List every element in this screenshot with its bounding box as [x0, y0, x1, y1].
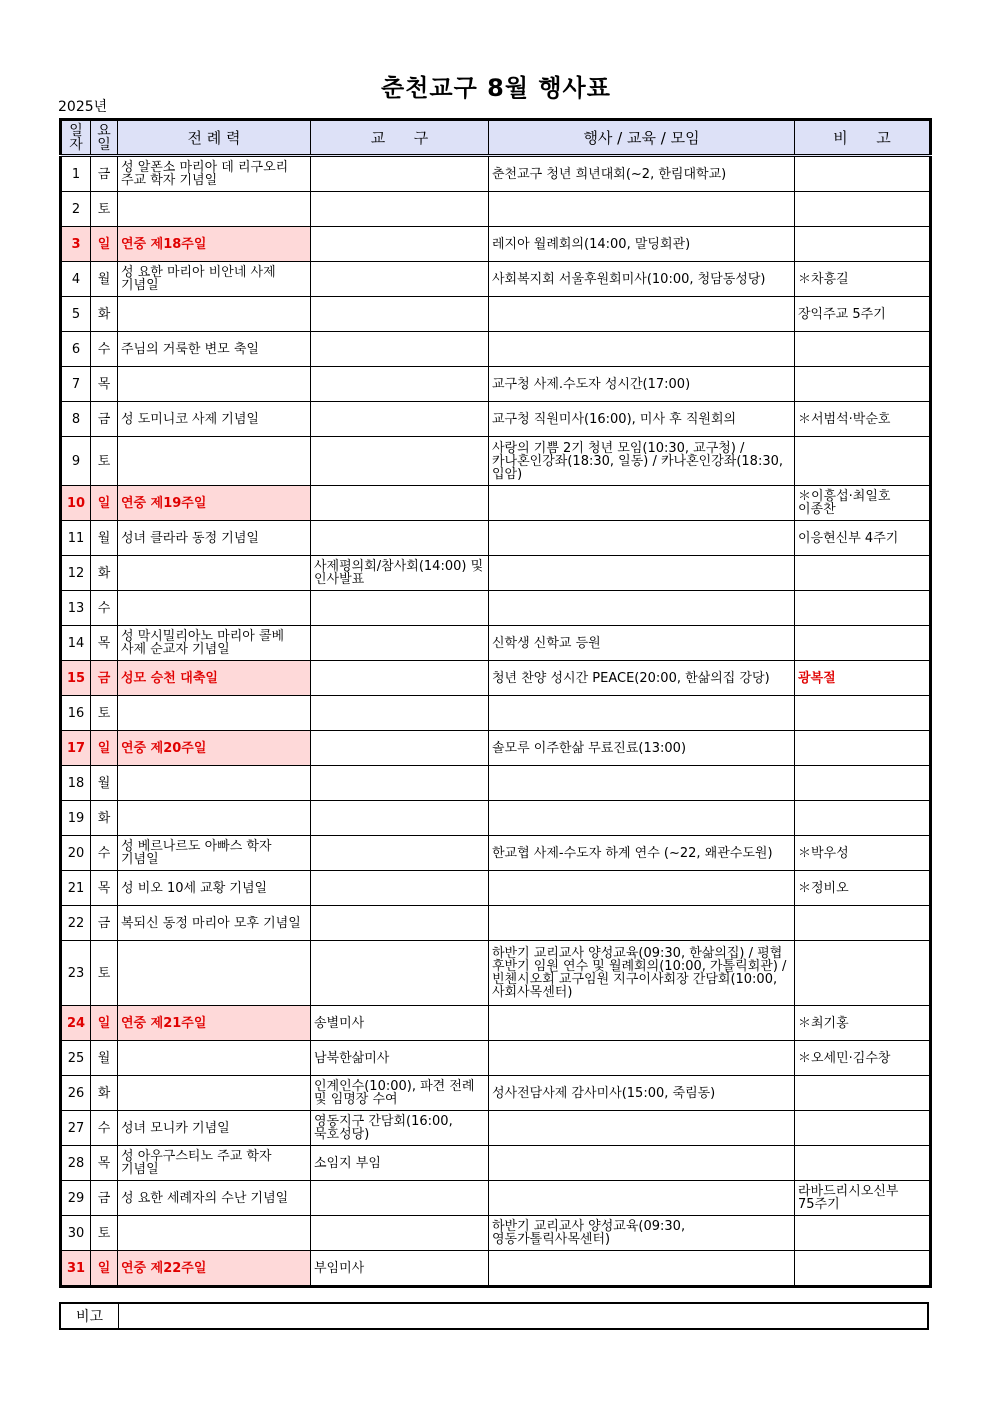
events-cell: 사회복지회 서울후원회미사(10:00, 청담동성당) — [489, 262, 795, 297]
header-events: 행사 / 교육 / 모임 — [489, 120, 795, 156]
notes-cell — [795, 766, 931, 801]
h-dow-text: 요 일 — [97, 122, 111, 153]
remark-label: 비고 — [60, 1303, 119, 1329]
day-cell: 13 — [61, 591, 91, 626]
schedule-row — [61, 1006, 931, 1041]
events-cell — [489, 332, 795, 367]
day-cell: 31 — [61, 1251, 91, 1287]
liturgy-cell: 성 요한 마리아 비안네 사제 기념일 — [118, 262, 311, 297]
diocese-cell — [311, 1181, 489, 1216]
header-day — [61, 120, 91, 156]
diocese-cell — [311, 227, 489, 262]
events-cell — [489, 906, 795, 941]
day-cell: 27 — [61, 1111, 91, 1146]
day-cell: 9 — [61, 437, 91, 486]
notes-cell — [795, 332, 931, 367]
dow-cell: 일 — [91, 731, 118, 766]
liturgy-cell — [118, 556, 311, 591]
diocese-cell — [311, 626, 489, 661]
schedule-row — [61, 1041, 931, 1076]
notes-cell — [795, 156, 931, 192]
liturgy-cell: 주님의 거룩한 변모 축일 — [118, 332, 311, 367]
dow-cell: 일 — [91, 1006, 118, 1041]
events-cell: 하반기 교리교사 양성교육(09:30, 영동가톨릭사목센터) — [489, 1216, 795, 1251]
day-cell: 24 — [61, 1006, 91, 1041]
dow-cell: 금 — [91, 402, 118, 437]
liturgy-cell — [118, 766, 311, 801]
diocese-cell — [311, 437, 489, 486]
liturgy-cell: 성모 승천 대축일 — [118, 661, 311, 696]
notes-cell: ＊최기홍 — [795, 1006, 931, 1041]
schedule-row — [61, 1216, 931, 1251]
notes-cell — [795, 556, 931, 591]
events-cell — [489, 297, 795, 332]
schedule-row — [61, 591, 931, 626]
liturgy-cell: 연중 제22주일 — [118, 1251, 311, 1287]
remark-value — [119, 1303, 929, 1329]
dow-cell: 토 — [91, 1216, 118, 1251]
notes-cell — [795, 941, 931, 1006]
diocese-cell — [311, 192, 489, 227]
notes-cell — [795, 1146, 931, 1181]
schedule-row — [61, 156, 931, 192]
liturgy-cell: 성녀 클라라 동정 기념일 — [118, 521, 311, 556]
notes-cell: ＊서범석·박순호 — [795, 402, 931, 437]
liturgy-cell: 성 베르나르도 아빠스 학자 기념일 — [118, 836, 311, 871]
day-cell: 7 — [61, 367, 91, 402]
day-cell: 15 — [61, 661, 91, 696]
dow-cell: 토 — [91, 696, 118, 731]
day-cell: 2 — [61, 192, 91, 227]
diocese-cell: 영동지구 간담회(16:00, 묵호성당) — [311, 1111, 489, 1146]
liturgy-cell: 성 아우구스티노 주교 학자 기념일 — [118, 1146, 311, 1181]
diocese-cell — [311, 591, 489, 626]
diocese-cell — [311, 836, 489, 871]
day-cell: 16 — [61, 696, 91, 731]
events-cell — [489, 591, 795, 626]
day-cell: 21 — [61, 871, 91, 906]
schedule-row — [61, 1111, 931, 1146]
diocese-cell — [311, 332, 489, 367]
schedule-table — [59, 118, 932, 1288]
notes-cell — [795, 801, 931, 836]
diocese-cell — [311, 262, 489, 297]
liturgy-cell — [118, 1076, 311, 1111]
day-cell: 4 — [61, 262, 91, 297]
schedule-row — [61, 332, 931, 367]
day-cell: 5 — [61, 297, 91, 332]
diocese-cell — [311, 156, 489, 192]
liturgy-cell: 성 도미니코 사제 기념일 — [118, 402, 311, 437]
dow-cell: 월 — [91, 262, 118, 297]
schedule-row — [61, 1251, 931, 1287]
events-cell — [489, 521, 795, 556]
events-cell — [489, 486, 795, 521]
dow-cell: 수 — [91, 836, 118, 871]
dow-cell: 일 — [91, 486, 118, 521]
notes-cell — [795, 1216, 931, 1251]
notes-cell: ＊정비오 — [795, 871, 931, 906]
schedule-row — [61, 1146, 931, 1181]
notes-cell — [795, 1251, 931, 1287]
diocese-cell — [311, 297, 489, 332]
dow-cell: 금 — [91, 156, 118, 192]
diocese-cell: 사제평의회/참사회(14:00) 및 인사발표 — [311, 556, 489, 591]
schedule-row — [61, 696, 931, 731]
schedule-row — [61, 731, 931, 766]
schedule-row — [61, 192, 931, 227]
notes-cell — [795, 192, 931, 227]
liturgy-cell: 연중 제20주일 — [118, 731, 311, 766]
dow-cell: 토 — [91, 437, 118, 486]
header-notes: 비 고 — [795, 120, 931, 156]
events-cell: 솔모루 이주한삶 무료진료(13:00) — [489, 731, 795, 766]
dow-cell: 수 — [91, 1111, 118, 1146]
day-cell: 25 — [61, 1041, 91, 1076]
day-cell: 11 — [61, 521, 91, 556]
schedule-row — [61, 486, 931, 521]
page-title: 춘천교구 8월 행사표 — [381, 74, 611, 102]
day-cell: 23 — [61, 941, 91, 1006]
dow-cell: 일 — [91, 227, 118, 262]
liturgy-cell — [118, 297, 311, 332]
notes-cell: ＊오세민·김수창 — [795, 1041, 931, 1076]
events-cell — [489, 1006, 795, 1041]
events-cell: 춘천교구 청년 희년대회(~2, 한림대학교) — [489, 156, 795, 192]
notes-cell: ＊박우성 — [795, 836, 931, 871]
day-cell: 17 — [61, 731, 91, 766]
h-day-text: 일 자 — [69, 122, 83, 153]
notes-cell — [795, 1076, 931, 1111]
liturgy-cell: 연중 제21주일 — [118, 1006, 311, 1041]
notes-cell — [795, 591, 931, 626]
schedule-row — [61, 906, 931, 941]
schedule-row — [61, 437, 931, 486]
events-cell — [489, 801, 795, 836]
notes-cell — [795, 731, 931, 766]
dow-cell: 월 — [91, 1041, 118, 1076]
header-diocese: 교 구 — [311, 120, 489, 156]
events-cell: 레지아 월례회의(14:00, 말딩회관) — [489, 227, 795, 262]
header-liturgy: 전 례 력 — [118, 120, 311, 156]
day-cell: 1 — [61, 156, 91, 192]
day-cell: 10 — [61, 486, 91, 521]
diocese-cell — [311, 521, 489, 556]
liturgy-cell — [118, 941, 311, 1006]
diocese-cell — [311, 402, 489, 437]
events-cell — [489, 556, 795, 591]
dow-cell: 목 — [91, 367, 118, 402]
schedule-row — [61, 1076, 931, 1111]
day-cell: 28 — [61, 1146, 91, 1181]
events-cell: 교구청 직원미사(16:00), 미사 후 직원회의 — [489, 402, 795, 437]
events-cell: 교구청 사제.수도자 성시간(17:00) — [489, 367, 795, 402]
day-cell: 29 — [61, 1181, 91, 1216]
diocese-cell — [311, 696, 489, 731]
notes-cell: ＊차흥길 — [795, 262, 931, 297]
diocese-cell — [311, 1216, 489, 1251]
diocese-cell — [311, 941, 489, 1006]
events-cell — [489, 1251, 795, 1287]
notes-cell: ＊이흥섭·최일호 이종찬 — [795, 486, 931, 521]
events-cell — [489, 1041, 795, 1076]
schedule-row — [61, 626, 931, 661]
dow-cell: 수 — [91, 591, 118, 626]
dow-cell: 목 — [91, 1146, 118, 1181]
liturgy-cell — [118, 696, 311, 731]
schedule-row — [61, 801, 931, 836]
liturgy-cell — [118, 367, 311, 402]
schedule-row — [61, 402, 931, 437]
events-cell — [489, 696, 795, 731]
notes-cell — [795, 906, 931, 941]
schedule-row — [61, 556, 931, 591]
schedule-row — [61, 1181, 931, 1216]
diocese-cell — [311, 731, 489, 766]
day-cell: 14 — [61, 626, 91, 661]
day-cell: 12 — [61, 556, 91, 591]
day-cell: 26 — [61, 1076, 91, 1111]
dow-cell: 월 — [91, 521, 118, 556]
dow-cell: 화 — [91, 297, 118, 332]
diocese-cell — [311, 661, 489, 696]
diocese-cell: 인계인수(10:00), 파견 전례 및 임명장 수여 — [311, 1076, 489, 1111]
dow-cell: 목 — [91, 871, 118, 906]
diocese-cell — [311, 367, 489, 402]
events-cell: 한교협 사제-수도자 하계 연수 (~22, 왜관수도원) — [489, 836, 795, 871]
events-cell — [489, 1181, 795, 1216]
day-cell: 8 — [61, 402, 91, 437]
events-cell — [489, 192, 795, 227]
diocese-cell: 부임미사 — [311, 1251, 489, 1287]
day-cell: 6 — [61, 332, 91, 367]
schedule-row — [61, 227, 931, 262]
events-cell — [489, 1146, 795, 1181]
notes-cell: 광복절 — [795, 661, 931, 696]
dow-cell: 화 — [91, 556, 118, 591]
notes-cell — [795, 227, 931, 262]
schedule-row — [61, 521, 931, 556]
dow-cell: 토 — [91, 192, 118, 227]
notes-cell — [795, 696, 931, 731]
day-cell: 20 — [61, 836, 91, 871]
notes-cell: 라바드리시오신부 75주기 — [795, 1181, 931, 1216]
dow-cell: 목 — [91, 626, 118, 661]
diocese-cell — [311, 906, 489, 941]
liturgy-cell: 성 요한 세례자의 수난 기념일 — [118, 1181, 311, 1216]
liturgy-cell — [118, 591, 311, 626]
dow-cell: 수 — [91, 332, 118, 367]
notes-cell: 이응현신부 4주기 — [795, 521, 931, 556]
day-cell: 3 — [61, 227, 91, 262]
liturgy-cell: 복되신 동정 마리아 모후 기념일 — [118, 906, 311, 941]
liturgy-cell: 성 알폰소 마리아 데 리구오리 주교 학자 기념일 — [118, 156, 311, 192]
events-cell: 신학생 신학교 등원 — [489, 626, 795, 661]
day-cell: 22 — [61, 906, 91, 941]
diocese-cell: 남북한삶미사 — [311, 1041, 489, 1076]
diocese-cell — [311, 801, 489, 836]
liturgy-cell: 성녀 모니카 기념일 — [118, 1111, 311, 1146]
remark-table — [59, 1302, 929, 1330]
schedule-row — [61, 262, 931, 297]
events-cell: 사랑의 기쁨 2기 청년 모임(10:30, 교구청) / 카나혼인강좌(18:30, 일동) / 카나혼인강좌(18:30, 입암) — [489, 437, 795, 486]
events-cell — [489, 1111, 795, 1146]
liturgy-cell: 연중 제19주일 — [118, 486, 311, 521]
schedule-row — [61, 661, 931, 696]
dow-cell: 화 — [91, 801, 118, 836]
dow-cell: 금 — [91, 1181, 118, 1216]
year-label: 2025년 — [58, 99, 108, 115]
dow-cell: 금 — [91, 906, 118, 941]
liturgy-cell — [118, 437, 311, 486]
events-cell: 성사전담사제 감사미사(15:00, 죽림동) — [489, 1076, 795, 1111]
events-cell — [489, 871, 795, 906]
header-row — [61, 120, 931, 156]
day-cell: 19 — [61, 801, 91, 836]
liturgy-cell — [118, 801, 311, 836]
diocese-cell — [311, 766, 489, 801]
dow-cell: 일 — [91, 1251, 118, 1287]
dow-cell: 토 — [91, 941, 118, 1006]
notes-cell — [795, 437, 931, 486]
events-cell: 청년 찬양 성시간 PEACE(20:00, 한삶의집 강당) — [489, 661, 795, 696]
diocese-cell — [311, 486, 489, 521]
notes-cell — [795, 626, 931, 661]
dow-cell: 금 — [91, 661, 118, 696]
events-cell: 하반기 교리교사 양성교육(09:30, 한삶의집) / 평협 후반기 임원 연수 및 월례회의(10:00, 가톨릭회관) / 빈첸시오회 교구임원 지구이사회장 간담회(10:00, 사회사목센터) — [489, 941, 795, 1006]
schedule-row — [61, 871, 931, 906]
liturgy-cell: 연중 제18주일 — [118, 227, 311, 262]
notes-cell — [795, 367, 931, 402]
schedule-row — [61, 836, 931, 871]
liturgy-cell — [118, 1041, 311, 1076]
notes-cell — [795, 1111, 931, 1146]
header-dow — [91, 120, 118, 156]
day-cell: 18 — [61, 766, 91, 801]
schedule-row — [61, 766, 931, 801]
schedule-row — [61, 941, 931, 1006]
notes-cell: 장익주교 5주기 — [795, 297, 931, 332]
events-cell — [489, 766, 795, 801]
dow-cell: 월 — [91, 766, 118, 801]
diocese-cell — [311, 871, 489, 906]
diocese-cell: 송별미사 — [311, 1006, 489, 1041]
liturgy-cell — [118, 192, 311, 227]
liturgy-cell — [118, 1216, 311, 1251]
schedule-row — [61, 367, 931, 402]
dow-cell: 화 — [91, 1076, 118, 1111]
liturgy-cell: 성 막시밀리아노 마리아 콜베 사제 순교자 기념일 — [118, 626, 311, 661]
schedule-row — [61, 297, 931, 332]
diocese-cell: 소임지 부임 — [311, 1146, 489, 1181]
liturgy-cell: 성 비오 10세 교황 기념일 — [118, 871, 311, 906]
day-cell: 30 — [61, 1216, 91, 1251]
